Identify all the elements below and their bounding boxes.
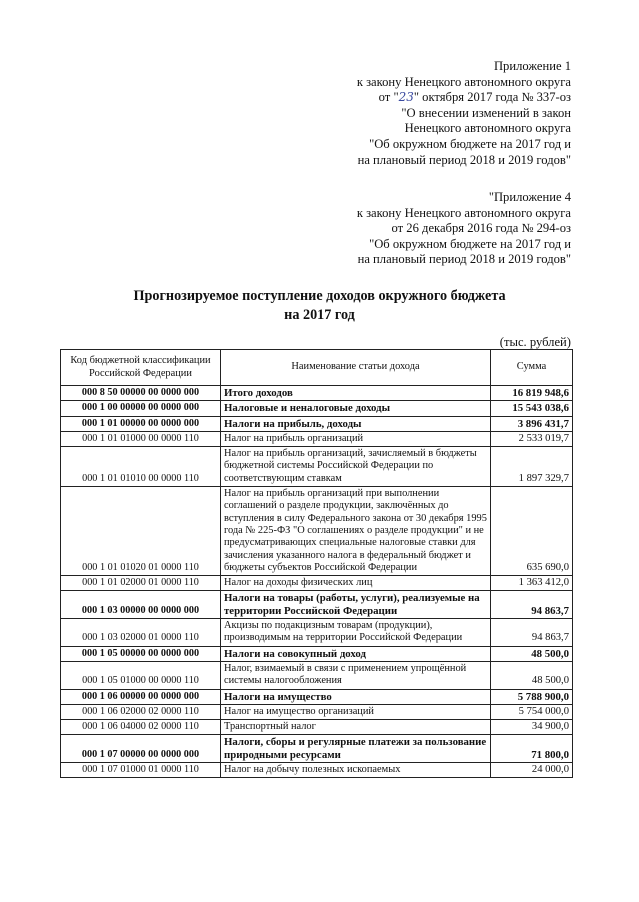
row-amount: 635 690,0 <box>491 487 573 576</box>
table-row <box>61 386 573 401</box>
row-code: 000 1 00 00000 00 0000 000 <box>61 401 221 416</box>
row-name: Налоговые и неналоговые доходы <box>221 401 491 416</box>
row-amount: 5 788 900,0 <box>491 689 573 704</box>
revenue-table <box>60 349 573 778</box>
date-prefix: от " <box>378 90 399 105</box>
row-amount: 16 819 948,6 <box>491 386 573 401</box>
table-header-row <box>61 350 573 386</box>
table-row <box>61 591 573 619</box>
row-name: Налог на добычу полезных ископаемых <box>221 763 491 778</box>
row-code: 000 1 05 01000 00 0000 110 <box>61 661 221 689</box>
table-row <box>61 661 573 689</box>
title-line1: Прогнозируемое поступление доходов окружного бюджета <box>133 288 506 304</box>
row-name: Налоги на совокупный доход <box>221 646 491 661</box>
row-code: 000 1 03 00000 00 0000 000 <box>61 591 221 619</box>
appendix-1-line2: к закону Ненецкого автономного округа <box>356 74 571 89</box>
table-row <box>61 416 573 431</box>
row-name: Налоги на прибыль, доходы <box>221 416 491 431</box>
header-amount: Сумма <box>491 350 573 386</box>
row-name: Налоги на имущество <box>221 689 491 704</box>
row-code: 000 1 07 01000 01 0000 110 <box>61 763 221 778</box>
row-code: 000 1 07 00000 00 0000 000 <box>61 735 221 763</box>
row-amount: 15 543 038,6 <box>491 401 573 416</box>
row-code: 000 1 01 01020 01 0000 110 <box>61 487 221 576</box>
row-name: Транспортный налог <box>221 720 491 735</box>
row-name: Налог, взимаемый в связи с применением упрощённой системы налогообложения <box>221 661 491 689</box>
table-row <box>61 447 573 487</box>
row-code: 000 8 50 00000 00 0000 000 <box>61 386 221 401</box>
table-row <box>61 487 573 576</box>
row-name: Акцизы по подакцизным товарам (продукции), производимым на территории Российской Федерации <box>221 619 491 647</box>
appendix-1-line3 <box>357 90 571 106</box>
row-name: Налог на прибыль организаций <box>221 431 491 446</box>
row-code: 000 1 06 02000 02 0000 110 <box>61 704 221 719</box>
table-row <box>61 704 573 719</box>
row-code: 000 1 01 01010 00 0000 110 <box>61 447 221 487</box>
date-suffix: " октября 2017 года № 337-оз <box>413 90 571 105</box>
appendix-4-line5: на плановый период 2018 и 2019 годов" <box>357 252 571 267</box>
row-amount: 48 500,0 <box>491 661 573 689</box>
row-amount: 34 900,0 <box>491 720 573 735</box>
row-code: 000 1 06 04000 02 0000 110 <box>61 720 221 735</box>
row-name: Налог на имущество организаций <box>221 704 491 719</box>
table-row <box>61 401 573 416</box>
row-amount: 1 363 412,0 <box>491 576 573 591</box>
header-code: Код бюджетной классификации Российской Федерации <box>61 350 221 386</box>
row-amount: 1 897 329,7 <box>491 447 573 487</box>
appendix-4-line1: "Приложение 4 <box>488 190 571 204</box>
row-code: 000 1 05 00000 00 0000 000 <box>61 646 221 661</box>
row-code: 000 1 01 02000 01 0000 110 <box>61 576 221 591</box>
row-amount: 3 896 431,7 <box>491 416 573 431</box>
title-line2: на 2017 год <box>284 307 355 323</box>
appendix-4-line2: к закону Ненецкого автономного округа <box>356 205 571 220</box>
table-row <box>61 619 573 647</box>
table-row <box>61 431 573 446</box>
row-code: 000 1 03 02000 01 0000 110 <box>61 619 221 647</box>
appendix-1-line4: "О внесении изменений в закон <box>401 105 571 120</box>
document-title <box>0 287 639 325</box>
table-row <box>61 735 573 763</box>
table-row <box>61 646 573 661</box>
header-name: Наименование статьи дохода <box>221 350 491 386</box>
appendix-4-line4: "Об окружном бюджете на 2017 год и <box>369 236 571 251</box>
appendix-1-line7: на плановый период 2018 и 2019 годов" <box>357 152 571 167</box>
row-name: Налоги, сборы и регулярные платежи за пользование природными ресурсами <box>221 735 491 763</box>
table-row <box>61 689 573 704</box>
handwritten-day: 23 <box>398 90 414 105</box>
row-amount: 24 000,0 <box>491 763 573 778</box>
row-amount: 48 500,0 <box>491 646 573 661</box>
row-amount: 94 863,7 <box>491 619 573 647</box>
table-row <box>61 576 573 591</box>
row-code: 000 1 01 01000 00 0000 110 <box>61 431 221 446</box>
row-amount: 2 533 019,7 <box>491 431 573 446</box>
row-name: Налог на прибыль организаций, зачисляемый в бюджеты бюджетной системы Российской Федерации по соответствующим ставкам <box>221 447 491 487</box>
unit-label: (тыс. рублей) <box>499 335 571 349</box>
row-amount: 94 863,7 <box>491 591 573 619</box>
appendix-1-header <box>357 59 571 168</box>
table-body <box>61 386 573 778</box>
row-amount: 71 800,0 <box>491 735 573 763</box>
row-name: Налоги на товары (работы, услуги), реализуемые на территории Российской Федерации <box>221 591 491 619</box>
appendix-1-line5: Ненецкого автономного округа <box>404 121 571 136</box>
row-code: 000 1 06 00000 00 0000 000 <box>61 689 221 704</box>
row-name: Налог на доходы физических лиц <box>221 576 491 591</box>
appendix-4-line3: от 26 декабря 2016 года № 294-оз <box>391 221 571 236</box>
table-row <box>61 763 573 778</box>
appendix-1-line6: "Об окружном бюджете на 2017 год и <box>369 136 571 151</box>
row-code: 000 1 01 00000 00 0000 000 <box>61 416 221 431</box>
appendix-4-header <box>357 190 571 268</box>
row-name: Итого доходов <box>221 386 491 401</box>
table-row <box>61 720 573 735</box>
row-amount: 5 754 000,0 <box>491 704 573 719</box>
appendix-1-line1: Приложение 1 <box>493 59 571 73</box>
row-name: Налог на прибыль организаций при выполнении соглашений о разделе продукции, заключённых до вступления в силу Федерального закона от 30 декабря 1995 года № 225-ФЗ "О соглашениях о разделе продукции" и не предусматривающих специальные налоговые ставки для зачисления указанного налога в федеральный бюджет и бюджеты субъектов Российской Федерации <box>221 487 491 576</box>
